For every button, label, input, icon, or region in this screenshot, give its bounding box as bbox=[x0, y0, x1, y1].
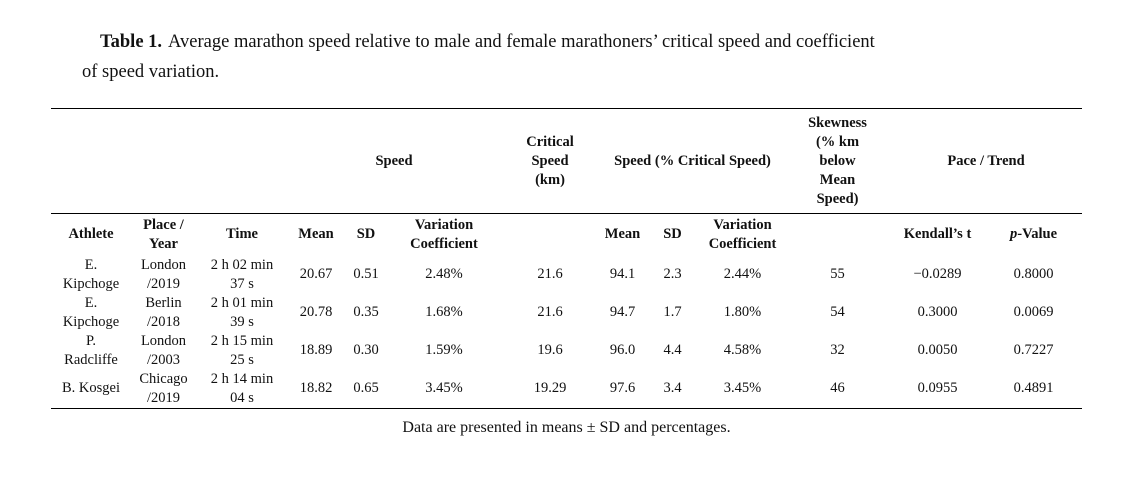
cell-critical-speed: 21.6 bbox=[537, 304, 563, 320]
table-caption bbox=[82, 27, 1034, 87]
cell-speed-variation-coefficient: 3.45% bbox=[425, 380, 463, 396]
col-header-speed-sd: SD bbox=[356, 226, 376, 243]
cell-pct-variation-coefficient: 2.44% bbox=[723, 266, 762, 282]
table-row bbox=[51, 332, 1082, 370]
cell-pct-sd: 4.4 bbox=[663, 342, 682, 358]
marathon-speed-table bbox=[51, 108, 1082, 409]
col-header-critical-speed-spacer bbox=[500, 214, 600, 256]
table-row bbox=[51, 256, 1082, 294]
col-header-pct-sd: SD bbox=[663, 226, 682, 243]
cell-kendalls-t: 0.3000 bbox=[917, 304, 958, 320]
cell-speed-sd: 0.30 bbox=[353, 342, 379, 358]
table-caption-label: Table 1. bbox=[100, 32, 163, 52]
col-header-time: Time bbox=[226, 226, 258, 243]
cell-p-value: 0.4891 bbox=[1013, 380, 1054, 396]
group-header-empty bbox=[51, 109, 288, 214]
cell-time: 2 h 15 min 25 s bbox=[210, 332, 274, 368]
cell-skewness: 54 bbox=[830, 304, 845, 320]
table-row bbox=[51, 370, 1082, 409]
cell-speed-sd: 0.35 bbox=[353, 304, 379, 320]
cell-p-value: 0.0069 bbox=[1013, 304, 1054, 320]
cell-p-value: 0.7227 bbox=[1013, 342, 1054, 358]
cell-place-year: London /2003 bbox=[140, 332, 187, 368]
group-header-row bbox=[51, 109, 1082, 214]
p-value-italic-p: p bbox=[1010, 226, 1018, 243]
cell-p-value: 0.8000 bbox=[1013, 266, 1054, 282]
col-header-pct-mean: Mean bbox=[604, 226, 641, 243]
group-header-speed-pct-critical: Speed (% Critical Speed) bbox=[600, 109, 785, 214]
cell-pct-variation-coefficient: 1.80% bbox=[723, 304, 762, 320]
cell-place-year: Chicago /2019 bbox=[139, 370, 188, 406]
table-caption-text: Average marathon speed relative to male and female marathoners’ critical speed and coefficient of speed variation. bbox=[82, 32, 875, 82]
p-value-rest: -Value bbox=[1017, 226, 1058, 243]
cell-athlete: E. Kipchoge bbox=[62, 256, 120, 292]
group-header-critical-speed: Critical Speed (km) bbox=[500, 109, 600, 214]
cell-pct-sd: 3.4 bbox=[663, 380, 682, 396]
cell-speed-mean: 18.89 bbox=[299, 342, 333, 358]
col-header-skewness-spacer bbox=[785, 214, 890, 256]
cell-speed-variation-coefficient: 2.48% bbox=[425, 266, 463, 282]
col-header-p-value bbox=[985, 214, 1082, 256]
table-row bbox=[51, 294, 1082, 332]
cell-speed-mean: 18.82 bbox=[299, 380, 333, 396]
cell-kendalls-t: 0.0050 bbox=[917, 342, 958, 358]
cell-place-year: Berlin /2018 bbox=[145, 294, 182, 330]
cell-pct-mean: 97.6 bbox=[609, 380, 636, 396]
cell-speed-sd: 0.51 bbox=[353, 266, 379, 282]
cell-skewness: 46 bbox=[830, 380, 845, 396]
cell-time: 2 h 01 min 39 s bbox=[210, 294, 274, 330]
cell-critical-speed: 21.6 bbox=[537, 266, 563, 282]
cell-pct-mean: 94.1 bbox=[609, 266, 636, 282]
col-header-speed-mean: Mean bbox=[298, 226, 334, 243]
cell-pct-mean: 96.0 bbox=[609, 342, 636, 358]
cell-pct-variation-coefficient: 4.58% bbox=[723, 342, 762, 358]
col-header-athlete: Athlete bbox=[68, 226, 114, 243]
table-footnote: Data are presented in means ± SD and percentages. bbox=[402, 419, 731, 436]
cell-time: 2 h 14 min 04 s bbox=[210, 370, 274, 406]
cell-athlete: B. Kosgei bbox=[62, 380, 120, 396]
cell-critical-speed: 19.29 bbox=[533, 380, 567, 396]
group-header-speed: Speed bbox=[288, 109, 500, 214]
cell-skewness: 32 bbox=[830, 342, 845, 358]
cell-pct-mean: 94.7 bbox=[609, 304, 636, 320]
cell-pct-sd: 1.7 bbox=[663, 304, 682, 320]
cell-speed-sd: 0.65 bbox=[353, 380, 379, 396]
cell-speed-variation-coefficient: 1.68% bbox=[425, 304, 463, 320]
col-header-speed-variation-coefficient: Variation Coefficient bbox=[410, 216, 478, 252]
cell-speed-variation-coefficient: 1.59% bbox=[425, 342, 463, 358]
cell-kendalls-t: 0.0955 bbox=[917, 380, 958, 396]
cell-athlete: E. Kipchoge bbox=[62, 294, 120, 330]
cell-time: 2 h 02 min 37 s bbox=[210, 256, 274, 292]
cell-athlete: P. Radcliffe bbox=[64, 332, 118, 368]
cell-speed-mean: 20.78 bbox=[299, 304, 333, 320]
cell-kendalls-t: −0.0289 bbox=[913, 266, 962, 282]
col-header-pct-variation-coefficient: Variation Coefficient bbox=[708, 216, 777, 252]
cell-speed-mean: 20.67 bbox=[299, 266, 333, 282]
cell-pct-sd: 2.3 bbox=[663, 266, 682, 282]
cell-place-year: London /2019 bbox=[140, 256, 187, 292]
cell-skewness: 55 bbox=[830, 266, 845, 282]
cell-critical-speed: 19.6 bbox=[537, 342, 563, 358]
cell-pct-variation-coefficient: 3.45% bbox=[723, 380, 762, 396]
col-header-place-year: Place / Year bbox=[143, 216, 184, 252]
group-header-skewness: Skewness (% km below Mean Speed) bbox=[785, 109, 890, 214]
col-header-kendalls-t: Kendall’s t bbox=[903, 226, 972, 243]
column-header-row bbox=[51, 214, 1082, 256]
group-header-pace-trend: Pace / Trend bbox=[890, 109, 1082, 214]
